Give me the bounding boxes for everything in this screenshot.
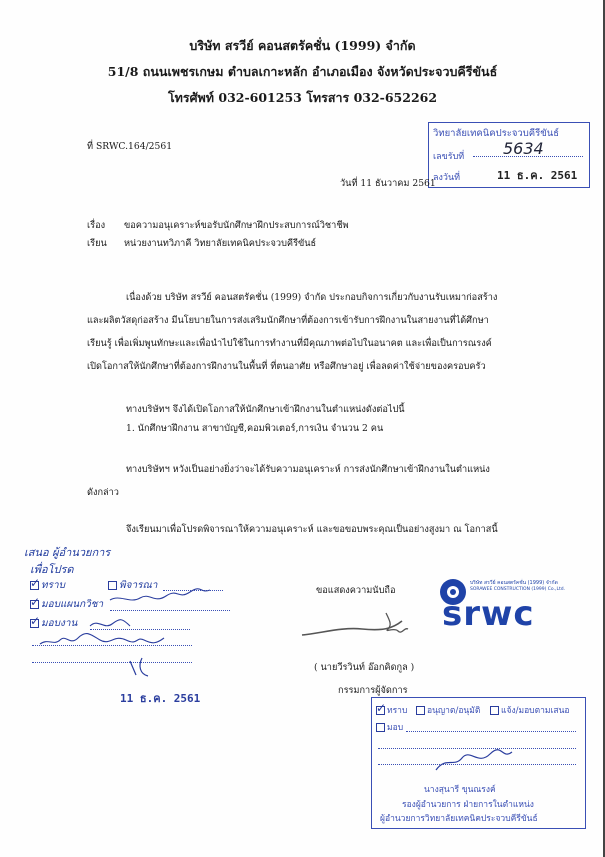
company-name: บริษัท สรวีย์ คอนสตรัคชั่น (1999) จำกัด	[189, 38, 416, 53]
recipient-label: เรียน	[87, 238, 107, 249]
receive-no-value: 5634	[503, 139, 544, 158]
left-stamp-handwriting	[30, 586, 240, 696]
company-contact: โทรศัพท์ 032-601253 โทรสาร 032-652262	[167, 90, 438, 105]
approval-opt3: แจ้ง/มอบตามเสนอ	[490, 703, 569, 717]
approval-line	[406, 731, 576, 732]
body-p4: จึงเรียนมาเพื่อโปรดพิจารณาให้ความอนุเคราะห์ และขอขอบพระคุณเป็นอย่างสูงมา ณ โอกาสนี้	[126, 524, 498, 535]
signature-image	[300, 605, 430, 645]
closing-regards: ขอแสดงความนับถือ	[316, 585, 396, 596]
body-p1-line4: เปิดโอกาสให้นักศึกษาที่ต้องการฝึกงานในพื้นที่ ที่ตนอาศัย หรือศึกษาอยู่ เพื่อลดค่าใช้จ่ายของครอบครัว	[87, 361, 486, 372]
left-stamp-date: 11 ธ.ค. 2561	[120, 692, 201, 705]
left-stamp-opt2: พิจารณา	[108, 578, 157, 593]
checkbox-icon	[376, 706, 385, 715]
left-stamp-line1: เสนอ ผู้อำนวยการ	[24, 546, 111, 559]
body-p1-line1: เนื่องด้วย บริษัท สรวีย์ คอนสตรัคชั่น (1999) จำกัด ประกอบกิจการเกี่ยวกับงานรับเหมาก่อสร้าง	[126, 292, 498, 303]
approval-opt1: ✓ทราบ	[376, 703, 407, 717]
approval-opt4: มอบ	[376, 720, 403, 734]
company-address: 51/8 ถนนเพชรเกษม ตำบลเกาะหลัก อำเภอเมือง จังหวัดประจวบคีรีขันธ์	[107, 64, 498, 79]
approval-opt2: อนุญาต/อนุมัติ	[416, 703, 480, 717]
company-logo	[438, 577, 578, 637]
subject-label: เรื่อง	[87, 220, 106, 231]
receive-date-label: ลงวันที่	[433, 173, 461, 183]
body-item1: 1. นักศึกษาฝึกงาน สาขาบัญชี,คอมพิวเตอร์,การเงิน จำนวน 2 คน	[126, 423, 384, 434]
approval-stamp	[371, 697, 586, 829]
receive-no-label: เลขรับที่	[433, 152, 465, 162]
logo-small-th: บริษัท สรวีย์ คอนสตรัคชั่น (1999) จำกัด	[470, 580, 558, 586]
body-p3-line2: ดังกล่าว	[87, 487, 119, 498]
body-p1-line3: เรียนรู้ เพื่อเพิ่มพูนทักษะและเพื่อนำไปใช้ในการทำงานที่มีคุณภาพต่อไปในอนาคต และเพื่อเป็นการณรงค์	[87, 338, 492, 349]
logo-small-en: SORAWEE CONSTRUCTION (1999) Co.,Ltd.	[470, 587, 566, 592]
recipient-text: หน่วยงานทวิภาคี วิทยาลัยเทคนิคประจวบคีรีขันธ์	[124, 238, 317, 249]
logo-text: srwc	[442, 594, 535, 634]
body-p3-line1: ทางบริษัทฯ หวังเป็นอย่างยิ่งว่าจะได้รับความอนุเคราะห์ การส่งนักศึกษาเข้าฝึกงานในตำแหน่ง	[126, 464, 490, 475]
letter-date: วันที่ 11 ธันวาคม 2561	[340, 178, 436, 189]
approval-signer: นางสุนารี ขุนณรงค์	[424, 785, 496, 795]
approval-signature-image	[432, 742, 532, 782]
left-stamp-opt4: ✓มอบงาน	[30, 616, 77, 631]
approval-title2: ผู้อำนวยการวิทยาลัยเทคนิคประจวบคีรีขันธ์	[380, 814, 538, 824]
receive-stamp	[428, 122, 590, 188]
left-stamp-opt3: ✓มอบแผนกวิชา	[30, 597, 103, 612]
closing-name: ( นายวีรวินท์ อ๊อกคิดกูล )	[314, 662, 415, 673]
body-p1-line2: และผลิตวัสดุก่อสร้าง มีนโยบายในการส่งเสริมนักศึกษาที่ต้องการเข้ารับการฝึกงานในสายงานที่ได้ศึกษา	[87, 315, 489, 326]
approval-title1: รองผู้อำนวยการ ฝ่ายการในตำแหน่ง	[402, 800, 534, 810]
receive-stamp-org: วิทยาลัยเทคนิคประจวบคีรีขันธ์	[433, 128, 560, 139]
checkbox-icon	[490, 706, 499, 715]
receive-date-value: 11 ธ.ค. 2561	[497, 169, 578, 182]
body-p2: ทางบริษัทฯ จึงได้เปิดโอกาสให้นักศึกษาเข้าฝึกงานในตำแหน่งดังต่อไปนี้	[126, 404, 405, 415]
left-stamp-line2: เพื่อโปรด	[30, 563, 74, 576]
reference-number: ที่ SRWC.164/2561	[87, 141, 173, 152]
subject-text: ขอความอนุเคราะห์ขอรับนักศึกษาฝึกประสบการณ์วิชาชีพ	[124, 220, 349, 231]
checkbox-icon	[376, 723, 385, 732]
closing-position: กรรมการผู้จัดการ	[338, 685, 408, 696]
left-stamp-opt1: ✓ทราบ	[30, 578, 65, 593]
checkbox-icon	[416, 706, 425, 715]
